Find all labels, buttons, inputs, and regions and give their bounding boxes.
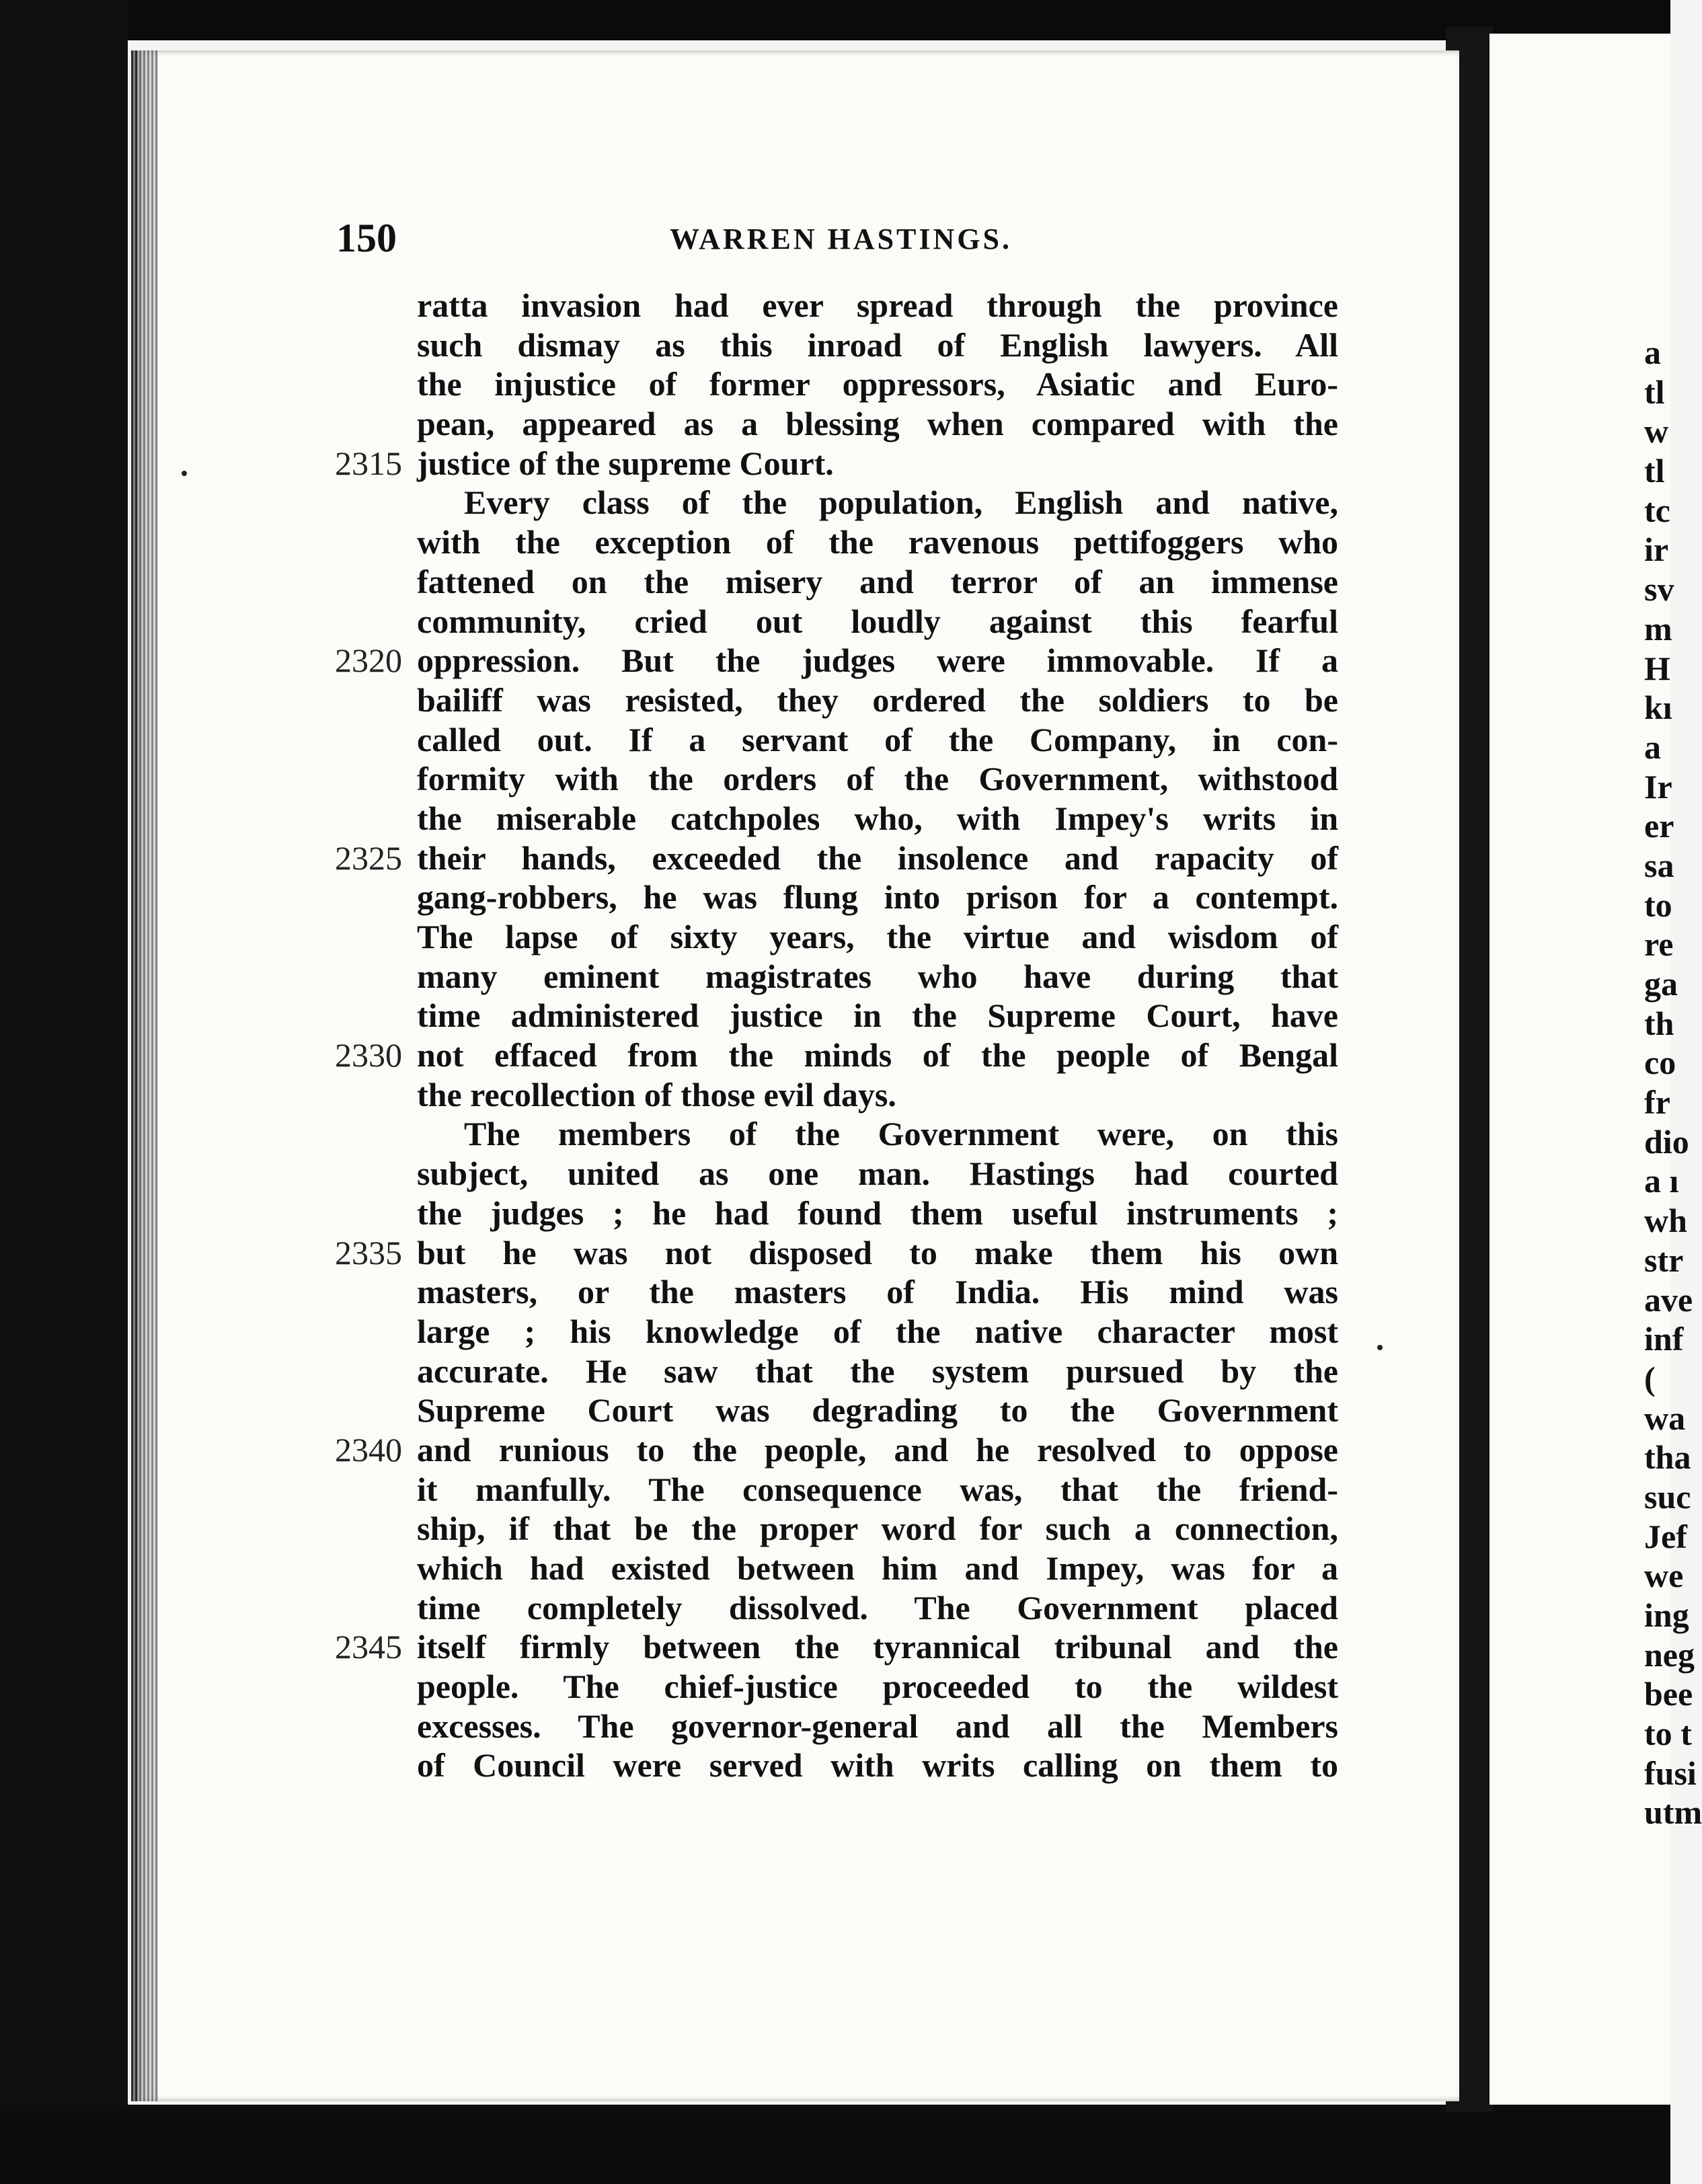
text-line <box>417 522 1338 562</box>
text-line <box>417 957 1338 997</box>
page-edges <box>131 50 158 2101</box>
right-page-fragment: fusi <box>1644 1754 1697 1792</box>
text-line <box>335 1430 1338 1470</box>
text-line <box>417 1114 1338 1154</box>
text-line <box>417 1746 1338 1785</box>
line-text: the recollection of those evil days. <box>417 1075 896 1114</box>
line-text: time administered justice in the Supreme Court, have <box>417 997 1338 1035</box>
right-page-fragment: w <box>1644 412 1669 451</box>
right-page-fragment: wh <box>1644 1202 1687 1240</box>
line-text: fattened on the misery and terror of an immense <box>417 562 1338 600</box>
text-line <box>417 1707 1338 1746</box>
line-text: not effaced from the minds of the people of Bengal <box>417 1036 1338 1075</box>
header-title: WARREN HASTINGS. <box>670 223 1012 256</box>
right-page-fragments <box>1644 333 1702 1832</box>
right-page-fragment: neg <box>1644 1635 1695 1674</box>
text-line <box>417 1549 1338 1588</box>
page-number: 150 <box>336 216 397 260</box>
text-line <box>417 1154 1338 1194</box>
right-page-fragment: dio <box>1644 1122 1689 1161</box>
text-line <box>417 680 1338 720</box>
right-page-fragment: a <box>1644 728 1661 766</box>
text-line <box>417 286 1338 325</box>
right-page-fragment: a <box>1644 334 1661 371</box>
line-text: their hands, exceeded the insolence and rapacity of <box>417 838 1338 877</box>
right-page-fragment: a ı <box>1644 1162 1679 1200</box>
right-page-fragment: str <box>1644 1241 1684 1279</box>
text-line <box>417 1075 1338 1115</box>
line-text: the miserable catchpoles who, with Impey's writs in <box>417 799 1338 837</box>
right-page-fragment: tl <box>1644 452 1665 490</box>
text-line <box>335 1233 1338 1273</box>
line-number: 2335 <box>335 1233 402 1272</box>
line-text: but he was not disposed to make them his own <box>417 1233 1338 1272</box>
line-text: pean, appeared as a blessing when compared with the <box>417 405 1338 443</box>
text-line <box>417 917 1338 957</box>
right-page-fragment: sv <box>1644 570 1674 609</box>
line-text: time completely dissolved. The Government placed <box>417 1588 1338 1627</box>
line-text: The lapse of sixty years, the virtue and wisdom of <box>417 918 1338 956</box>
text-line <box>417 759 1338 799</box>
right-page-fragment: Ir <box>1644 767 1672 806</box>
right-page-fragment: tl <box>1644 373 1665 411</box>
text-line <box>417 720 1338 760</box>
line-number: 2345 <box>335 1628 402 1666</box>
line-text: with the exception of the ravenous pettifoggers who <box>417 523 1338 561</box>
line-text: subject, united as one man. Hastings had courted <box>417 1155 1338 1193</box>
line-text: accurate. He saw that the system pursued by the <box>417 1352 1338 1390</box>
line-text: gang-robbers, he was flung into prison for a contempt. <box>417 878 1338 916</box>
line-text: and runious to the people, and he resolved to oppose <box>417 1430 1338 1469</box>
right-page-fragment: bee <box>1644 1675 1693 1713</box>
text-line <box>417 325 1338 365</box>
line-text: the injustice of former oppressors, Asiatic and Euro- <box>417 365 1338 403</box>
line-text: such dismay as this inroad of English lawyers. All <box>417 325 1338 364</box>
right-page-fragment: suc <box>1644 1477 1691 1516</box>
text-line <box>417 1470 1338 1510</box>
scan-speck <box>1377 1345 1383 1350</box>
text-line <box>417 1194 1338 1233</box>
text-line <box>335 1036 1338 1075</box>
line-number: 2325 <box>335 838 402 877</box>
line-text: formity with the orders of the Government, withstood <box>417 760 1338 798</box>
right-page-fragment: wa <box>1644 1399 1686 1437</box>
line-text: itself firmly between the tyrannical tribunal and the <box>417 1628 1338 1666</box>
right-page-fragment: sa <box>1644 846 1674 884</box>
line-number: 2320 <box>335 641 402 680</box>
line-text: community, cried out loudly against this fearful <box>417 602 1338 640</box>
scan-border-bottom <box>0 2105 1670 2184</box>
right-page-fragment: m <box>1644 609 1672 648</box>
line-text: Supreme Court was degrading to the Government <box>417 1391 1338 1430</box>
line-text: many eminent magistrates who have during that <box>417 957 1338 995</box>
text-line <box>335 1627 1338 1667</box>
line-text: justice of the supreme Court. <box>417 444 834 482</box>
text-line <box>335 444 1338 483</box>
line-text: masters, or the masters of India. His mind was <box>417 1273 1338 1311</box>
right-page-fragment: utm <box>1644 1793 1702 1832</box>
right-page-fragment: th <box>1644 1004 1674 1042</box>
right-page-fragment: re <box>1644 925 1674 964</box>
line-number: 2340 <box>335 1430 402 1469</box>
scan-border-left <box>0 0 128 2184</box>
text-line <box>417 483 1338 522</box>
line-text: it manfully. The consequence was, that the friend- <box>417 1470 1338 1508</box>
text-line <box>417 1667 1338 1707</box>
right-page-fragment: tc <box>1644 491 1670 529</box>
right-page-fragment: kı <box>1644 689 1672 727</box>
right-page-fragment: H <box>1644 649 1670 687</box>
right-page-fragment: we <box>1644 1557 1684 1595</box>
right-page-fragment: co <box>1644 1044 1676 1082</box>
right-page-fragment: ir <box>1644 531 1669 569</box>
right-page-fragment: inf <box>1644 1320 1684 1358</box>
line-number: 2315 <box>335 444 402 482</box>
line-text: the judges ; he had found them useful instruments ; <box>417 1194 1338 1232</box>
text-line <box>335 838 1338 878</box>
text-line <box>417 364 1338 404</box>
scan-speck <box>182 471 187 476</box>
text-line <box>417 602 1338 641</box>
text-line <box>417 799 1338 838</box>
line-text: people. The chief-justice proceeded to the wildest <box>417 1668 1338 1706</box>
line-text: The members of the Government were, on this <box>464 1115 1338 1153</box>
line-text: bailiff was resisted, they ordered the soldiers to be <box>417 680 1338 719</box>
right-page-fragment: fr <box>1644 1083 1670 1122</box>
right-page-fragment: ing <box>1644 1596 1689 1634</box>
scan-border-top <box>0 0 1670 40</box>
text-line <box>417 1312 1338 1352</box>
text-line <box>417 1588 1338 1628</box>
text-line <box>417 1391 1338 1430</box>
right-page-fragment: to <box>1644 886 1672 924</box>
body-text <box>335 286 1338 1785</box>
line-text: excesses. The governor-general and all the Members <box>417 1707 1338 1745</box>
line-number: 2330 <box>335 1036 402 1075</box>
text-line <box>417 404 1338 444</box>
line-text: oppression. But the judges were immovable. If a <box>417 641 1338 680</box>
text-line <box>417 1509 1338 1549</box>
line-text: ship, if that be the proper word for such a connection, <box>417 1510 1338 1548</box>
right-page-fragment: ave <box>1644 1280 1693 1319</box>
text-line <box>417 1352 1338 1391</box>
line-text: called out. If a servant of the Company, in con- <box>417 720 1338 758</box>
line-text: Every class of the population, English and native, <box>464 483 1338 522</box>
right-page-fragment: Jef <box>1644 1517 1687 1555</box>
text-line <box>417 1272 1338 1312</box>
right-page-fragment: ( <box>1644 1359 1656 1397</box>
text-line <box>335 641 1338 680</box>
right-page-fragment: to t <box>1644 1715 1692 1753</box>
line-text: which had existed between him and Impey, was for a <box>417 1549 1338 1587</box>
line-text: of Council were served with writs calling on them to <box>417 1746 1338 1785</box>
line-text: ratta invasion had ever spread through the province <box>417 286 1338 324</box>
text-line <box>417 562 1338 602</box>
right-page-fragment: ga <box>1644 965 1678 1003</box>
line-text: large ; his knowledge of the native character most <box>417 1312 1338 1350</box>
text-line <box>417 878 1338 917</box>
right-page-fragment: er <box>1644 807 1674 845</box>
text-line <box>417 996 1338 1036</box>
right-page <box>1490 34 1670 2105</box>
right-page-fragment: tha <box>1644 1438 1691 1477</box>
